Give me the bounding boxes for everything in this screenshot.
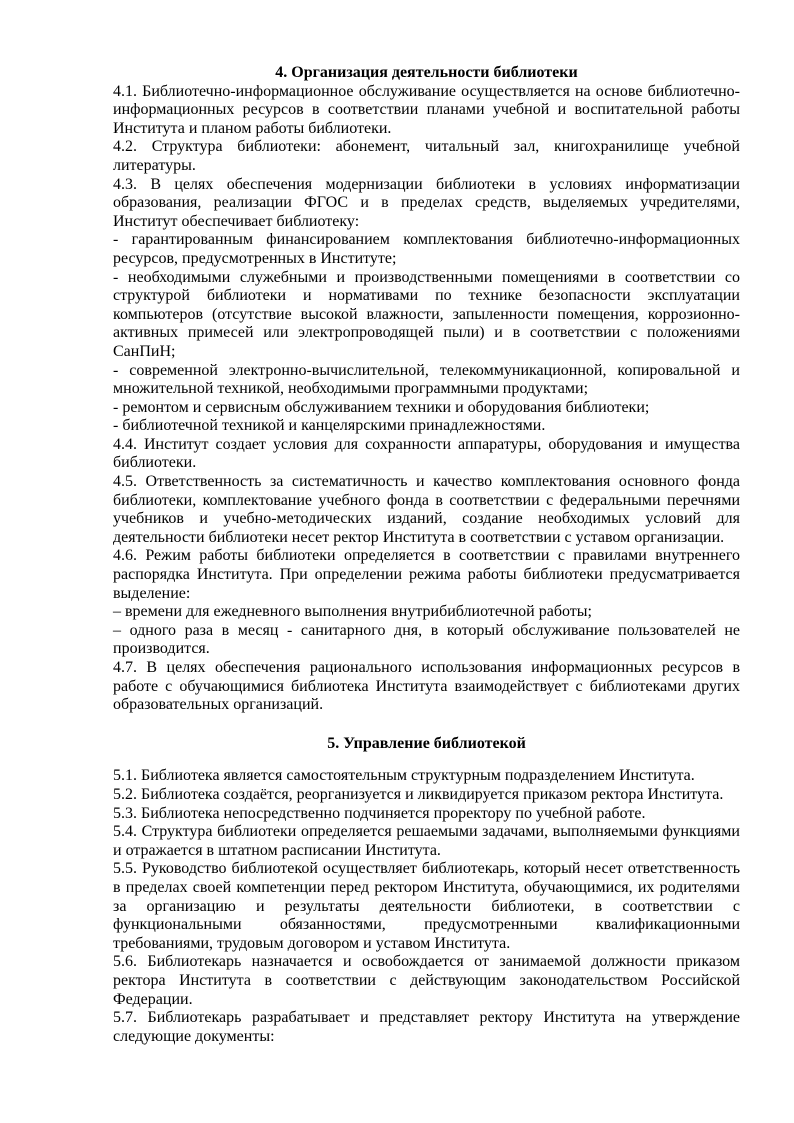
section-library-management: [113, 735, 740, 1047]
list-item-sanitary-day: – одного раза в месяц - санитарного дня, в который обслуживание пользователей не производится.: [113, 621, 740, 658]
paragraph-5-3: 5.3. Библиотека непосредственно подчиняется проректору по учебной работе.: [113, 804, 646, 822]
paragraph-4-7: 4.7. В целях обеспечения рационального использования информационных ресурсов в работе с обучающимися библиотека Института взаимодействует с библиотеками других образовательных организаций.: [113, 659, 740, 714]
section-library-activity: [113, 64, 740, 715]
paragraph-4-2: 4.2. Структура библиотеки: абонемент, читальный зал, книгохранилище учебной литературы.: [113, 138, 740, 174]
paragraph-4-4: 4.4. Институт создает условия для сохранности аппаратуры, оборудования и имущества библиотеки.: [113, 435, 740, 472]
paragraph-4-5: 4.5. Ответственность за систематичность и качество комплектования основного фонда библиотеки, комплектование учебного фонда в соответствии с федеральными перечнями учебников и учебно-методических изданий, создание необходимых условий для деятельности библиотеки несет ректор Института в соответствии с уставом организации.: [113, 473, 740, 546]
paragraph-5-2: 5.2. Библиотека создаётся, реорганизуется и ликвидируется приказом ректора Института.: [113, 785, 724, 803]
list-item-equipment: - современной электронно-вычислительной, телекоммуникационной, копировальной и множительной техникой, необходимыми программными продуктами;: [113, 361, 740, 398]
section-4-heading: 4. Организация деятельности библиотеки: [275, 64, 578, 81]
paragraph-5-7: 5.7. Библиотекарь разрабатывает и представляет ректору Института на утверждение следующие документы:: [113, 1009, 740, 1045]
paragraph-4-3: 4.3. В целях обеспечения модернизации библиотеки в условиях информатизации образования, реализации ФГОС и в пределах средств, выделяемых учредителями, Институт обеспечивает библиотеку:: [113, 175, 740, 230]
list-item-premises: - необходимыми служебными и производственными помещениями в соответствии со структурой библиотеки и нормативами по технике безопасности эксплуатации компьютеров (отсутствие высокой влажности, запыленности помещения, коррозионно-активных примесей или электропроводящей пыли) и в соответствии с положениями СанПиН;: [113, 268, 740, 360]
paragraph-5-4: 5.4. Структура библиотеки определяется решаемыми задачами, выполняемыми функциями и отражается в штатном расписании Института.: [113, 823, 740, 859]
paragraph-5-5: 5.5. Руководство библиотекой осуществляет библиотекарь, который несет ответственность в пределах своей компетенции перед ректором Института, обучающимися, их родителями за организацию и результаты деятельности библиотеки, в соответствии с функциональными обязанностями, предусмотренными квалификационными требованиями, трудовым договором и уставом Института.: [113, 860, 740, 952]
section-5-heading: 5. Управление библиотекой: [327, 734, 526, 752]
paragraph-5-1: 5.1. Библиотека является самостоятельным структурным подразделением Института.: [113, 767, 695, 785]
list-item-financing: - гарантированным финансированием комплектования библиотечно-информационных ресурсов, предусмотренных в Институте;: [113, 231, 740, 267]
paragraph-4-6: 4.6. Режим работы библиотеки определяется в соответствии с правилами внутреннего распорядка Института. При определении режима работы библиотеки предусматривается выделение:: [113, 547, 740, 602]
list-item-supplies: - библиотечной техникой и канцелярскими принадлежностями.: [113, 417, 546, 435]
list-item-repair-service: - ремонтом и сервисным обслуживанием техники и оборудования библиотеки;: [113, 398, 650, 416]
paragraph-5-6: 5.6. Библиотекарь назначается и освобождается от занимаемой должности приказом ректора Института в соответствии с действующим законодательством Российской Федерации.: [113, 953, 740, 1008]
paragraph-4-1: 4.1. Библиотечно-информационное обслуживание осуществляется на основе библиотечно-информационных ресурсов в соответствии планами учебной и воспитательной работы Института и планом работы библиотеки.: [113, 82, 740, 137]
list-item-daily-time: – времени для ежедневного выполнения внутрибиблиотечной работы;: [113, 603, 592, 621]
